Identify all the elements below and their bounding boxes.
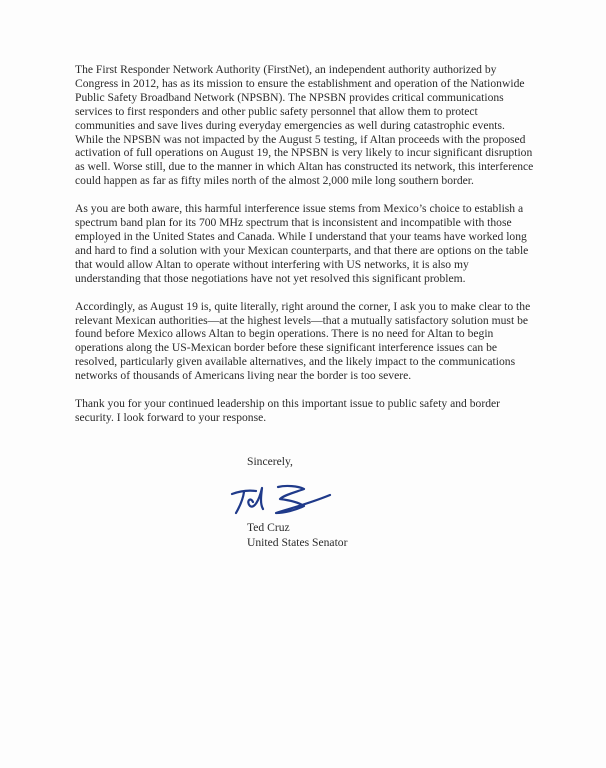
paragraph-request: Accordingly, as August 19 is, quite literally, right around the corner, I ask you to make clear to the relevant Mexican authorities—at the highest levels—that a mutually satisfactory solution must be found before Mexico allows Altan to begin operations. There is no need for Altan to begin operations along the US-Mexican border before these significant interference issues can be resolved, particularly given available alternatives, and the likely impact to the communications networks of thousands of Americans living near the border is too severe. (75, 299, 531, 383)
signature-block (247, 521, 347, 550)
letter-body (75, 63, 535, 439)
paragraph-spectrum-plan: As you are both aware, this harmful interference issue stems from Mexico’s choice to establish a spectrum band plan for its 700 MHz spectrum that is inconsistent and incompatible with those employed in the United States and Canada. While I understand that your teams have worked long and hard to find a solution with your Mexican counterparts, and that there are options on the table that would allow Altan to operate without interfering with US networks, it is also my understanding that those negotiations have not yet resolved this significant problem. (75, 202, 529, 285)
signer-name: Ted Cruz (247, 521, 290, 534)
paragraph-thanks: Thank you for your continued leadership on this important issue to public safety and border security. I look forward to your response. (75, 397, 501, 424)
handwritten-signature (226, 482, 336, 516)
signer-title: United States Senator (247, 535, 348, 549)
closing-salutation: Sincerely, (247, 455, 293, 468)
paragraph-firstnet: The First Responder Network Authority (FirstNet), an independent authority authorized by Congress in 2012, has as its mission to ensure the establishment and operation of the Nationwide Public Safety Broadband Network (NPSBN). The NPSBN provides critical communications services to first responders and other public safety personnel that allow them to protect communities and save lives during everyday emergencies as well during catastrophic events. While the NPSBN was not impacted by the August 5 testing, if Altan proceeds with the proposed activation of full operations on August 19, the NPSBN is very likely to incur significant disruption as well. Worse still, due to the manner in which Altan has constructed its network, this interference could happen as far as fifty miles north of the almost 2,000 mile long southern border. (75, 63, 534, 188)
